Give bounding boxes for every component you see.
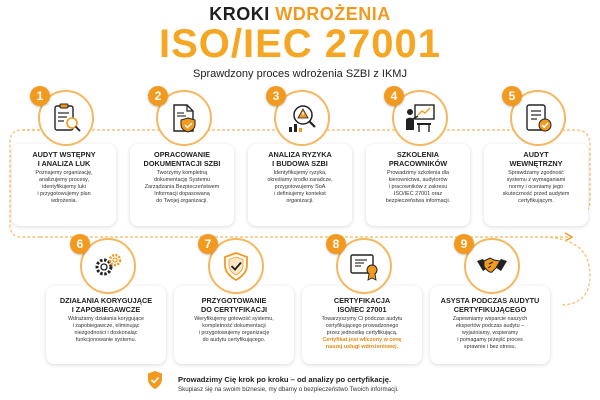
description-line: certyfikującego prowadzonego (325, 323, 399, 329)
step-number-badge: 5 (502, 86, 522, 106)
description-line: Weryfikujemy gotowość systemu, (194, 316, 274, 322)
description-line: określamy środki zaradcze, (267, 177, 333, 183)
description-line: przygotowujemy SoA (274, 184, 326, 190)
title-part-2: WDROŻENIA (275, 4, 391, 24)
step-title (44, 296, 168, 314)
step-title-line: DZIAŁANIA KORYGUJĄCE (59, 296, 153, 305)
description-line: Informacji dopasowaną (154, 191, 210, 197)
step-title-line: ANALIZA RYZYKA (268, 150, 332, 159)
step-number-badge: 7 (198, 234, 218, 254)
description-line: certyfikującym. (518, 198, 554, 204)
description-line: Sprawdzamy zgodność (508, 170, 564, 176)
description-line: i pomagamy przejść proces (457, 337, 523, 343)
shield-check-icon (219, 249, 253, 283)
step-title (126, 150, 238, 168)
step-title-line: I ZAPOBIEGAWCZE (71, 305, 141, 314)
step-title (300, 296, 424, 314)
description-line: analizujemy procesy, (39, 177, 89, 183)
description-line: funkcjonowanie systemu. (75, 337, 137, 343)
description-line: ISO/IEC 27001 oraz (393, 191, 443, 197)
description-line: przez jednostkę certyfikującą. (326, 330, 398, 336)
subtitle: Sprawdzony proces wdrożenia SZBI z IKMJ (193, 68, 407, 80)
step-number-badge: 8 (326, 234, 346, 254)
step-description (130, 170, 234, 205)
description-line: Zarządzania Bezpieczeństwem (144, 184, 220, 190)
step-description (48, 316, 164, 344)
certificate-included-note: naszej usługi wdrożeniowej. (325, 344, 399, 350)
description-line: i zapobiegawcze, eliminując (72, 323, 140, 329)
step-title (172, 296, 296, 314)
description-line: bezpieczeństwa informacji. (385, 198, 451, 204)
step-description (304, 316, 420, 351)
step-description (366, 170, 470, 205)
step-title-line: WEWNĘTRZNY (509, 159, 563, 168)
clipboard-search-icon (49, 101, 83, 135)
step-number-badge: 2 (148, 86, 168, 106)
description-line: normy i oceniamy jego (509, 184, 563, 190)
description-line: wyjaśniamy, wspieramy (461, 330, 519, 336)
step-title-line: ISO/IEC 27001 (337, 305, 387, 314)
step-title-line: AUDYT WSTĘPNY (32, 150, 96, 159)
step-title-line: PRZYGOTOWANIE (201, 296, 267, 305)
step-number-badge: 9 (454, 234, 474, 254)
presentation-icon (403, 101, 437, 135)
description-line: kierownictwa, audytorów (388, 177, 448, 183)
step-title-line: DOKUMENTACJI SZBI (143, 159, 221, 168)
step-number-badge: 3 (266, 86, 286, 106)
description-line: ekspertów podczas audytu – (455, 323, 525, 329)
description-line: i przygotowujemy plan (37, 191, 91, 197)
description-line: i definiujemy kontekst (274, 191, 326, 197)
footer-headline: Prowadzimy Cię krok po kroku – od analizy po certyfikację. (178, 375, 392, 384)
step-title-line: DO CERTYFIKACJI (200, 305, 268, 314)
checklist-check-icon (521, 101, 555, 135)
step-title (480, 150, 592, 168)
description-line: skuteczność przed audytem (502, 191, 570, 197)
step-title-line: ASYSTA PODCZAS AUDYTU (440, 296, 540, 305)
step-title-line: PRACOWNIKÓW (388, 159, 448, 168)
step-description (432, 316, 548, 351)
step-title-line: I BUDOWA SZBI (272, 159, 328, 168)
warning-magnifier-icon (285, 101, 319, 135)
description-line: sprawnie i bez stresu. (463, 344, 517, 350)
gears-icon (91, 249, 125, 283)
description-line: i pracowników z zakresu (388, 184, 448, 190)
step-title (428, 296, 552, 314)
document-shield-icon (167, 101, 201, 135)
description-line: niezgodności i doskonaląc (74, 330, 138, 336)
description-line: Poznajemy organizację, (35, 170, 93, 176)
description-line: wdrożenia. (50, 198, 78, 204)
title-part-1: KROKI (209, 4, 270, 24)
step-title (244, 150, 356, 168)
step-title (8, 150, 120, 168)
description-line: Towarzyszymy Ci podczas audytu (321, 316, 403, 322)
footer-text: Skupiasz się na swoim biznesie, my dbamy o bezpieczeństwo Twoich informacji. (178, 386, 399, 393)
certificate-included-note: Certyfikat jest wliczony w cenę (322, 337, 402, 343)
step-number-badge: 1 (30, 86, 50, 106)
step-title-line: OPRACOWANIE (154, 150, 210, 159)
description-line: do Twojej organizacji. (156, 198, 208, 204)
step-title-line: SZKOLENIA (396, 150, 440, 159)
description-line: i przygotowujemy organizację (198, 330, 270, 336)
description-line: Prowadzimy szkolenia dla (386, 170, 450, 176)
step-number-badge: 6 (70, 234, 90, 254)
description-line: kompletność dokumentacji (202, 323, 266, 329)
description-line: Identyfikujemy ryzyka, (273, 170, 327, 176)
step-description (176, 316, 292, 344)
description-line: Tworzymy kompletną (156, 170, 208, 176)
step-title-line: CERTYFIKACJA (333, 296, 391, 305)
certificate-icon (347, 249, 381, 283)
step-title-line: CERTYFIKUJĄCEGO (453, 305, 527, 314)
step-title-line: I ANALIZA LUK (37, 159, 91, 168)
step-description (12, 170, 116, 205)
step-title (362, 150, 474, 168)
description-line: organizacji. (286, 198, 314, 204)
description-line: do audytu certyfikującego. (202, 337, 266, 343)
description-line: dokumentację Systemu (153, 177, 211, 183)
step-number-badge: 4 (384, 86, 404, 106)
description-line: Zapewniamy wsparcie naszych (452, 316, 528, 322)
description-line: Wdrażamy działania korygujące (67, 316, 145, 322)
description-line: systemu z wymaganiami (506, 177, 566, 183)
standard-heading: ISO/IEC 27001 (158, 22, 442, 66)
step-title-line: AUDYT (523, 150, 549, 159)
step-description (484, 170, 588, 205)
step-description (248, 170, 352, 205)
shield-check-icon (146, 370, 164, 390)
description-line: identyfikujemy luki (42, 184, 86, 190)
handshake-icon (475, 249, 509, 283)
